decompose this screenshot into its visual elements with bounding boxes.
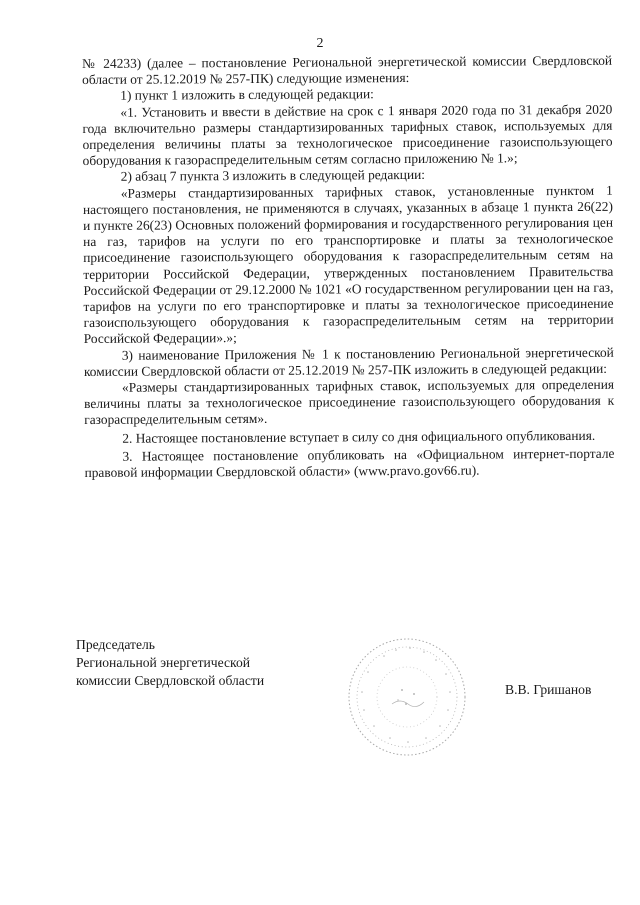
signatory-title-line-2: Региональной энергетической [76,655,251,670]
page-number: 2 [316,36,324,51]
paragraph-item-2-text: «Размеры стандартизированных тарифных ставок, установленные пунктом 1 настоящего постановления, не применяются в случаях, указанных в абзаце 1 пункта 26(22) и пункте 26(23) Основных положений формирования и государственного регулирования цен на газ, тарифов на услуги по его транспортировке и платы за технологическое присоединение газоиспользующего оборудования к газораспределительным сетям на территории Российской Федерации, утвержденных постановлением Правительства Российской Федерации от 29.12.2000 № 1021 «О государственном регулировании цен на газ, тарифов на услуги по его транспортировке и платы за технологическое присоединение газоиспользующего оборудования к газораспределительным сетям на территории Российской Федерации».»; [82,182,614,347]
paragraph-item-3: 3) наименование Приложения № 1 к постановлению Региональной энергетической комиссии Свердловской области от 25.12.2019 № 257-ПК изложить в следующей редакции: [83,344,614,379]
paragraph-item-3-text: «Размеры стандартизированных тарифных ставок, используемых для определения величины платы за технологическое присоединение газоиспользующего оборудования к газораспределительным сетям». [84,376,615,428]
signatory-name: В.В. Гришанов [505,682,592,697]
signatory-title-line-3: комиссии Свердловской области [76,673,265,688]
paragraph-item-1: 1) пункт 1 изложить в следующей редакции: [120,86,374,104]
paragraph-clause-2: 2. Настоящее постановление вступает в силу со дня официального опубликования. [122,427,596,446]
paragraph-item-1-text: «1. Установить и ввести в действие на срок с 1 января 2020 года по 31 декабря 2020 года включительно размеры стандартизированных тарифных ставок, используемых для определения величины платы за технологическое присоединение газоиспользующего оборудования к газораспределительным сетям согласно приложению № 1.»; [82,101,613,169]
signatory-title [76,636,264,690]
paragraph-intro: № 24233) (далее – постановление Региональной энергетической комиссии Свердловской области от 25.12.2019 № 257-ПК) следующие изменения: [82,52,613,88]
seal-stamp-icon [344,634,470,760]
paragraph-item-2: 2) абзац 7 пункта 3 изложить в следующей редакции: [120,167,426,185]
signatory-title-line-1: Председатель [76,637,155,652]
paragraph-clause-3: 3. Настоящее постановление опубликовать на «Официальном интернет-портале правовой информации Свердловской области» (www.pravo.gov66.ru). [84,445,615,481]
document-body [82,53,615,482]
